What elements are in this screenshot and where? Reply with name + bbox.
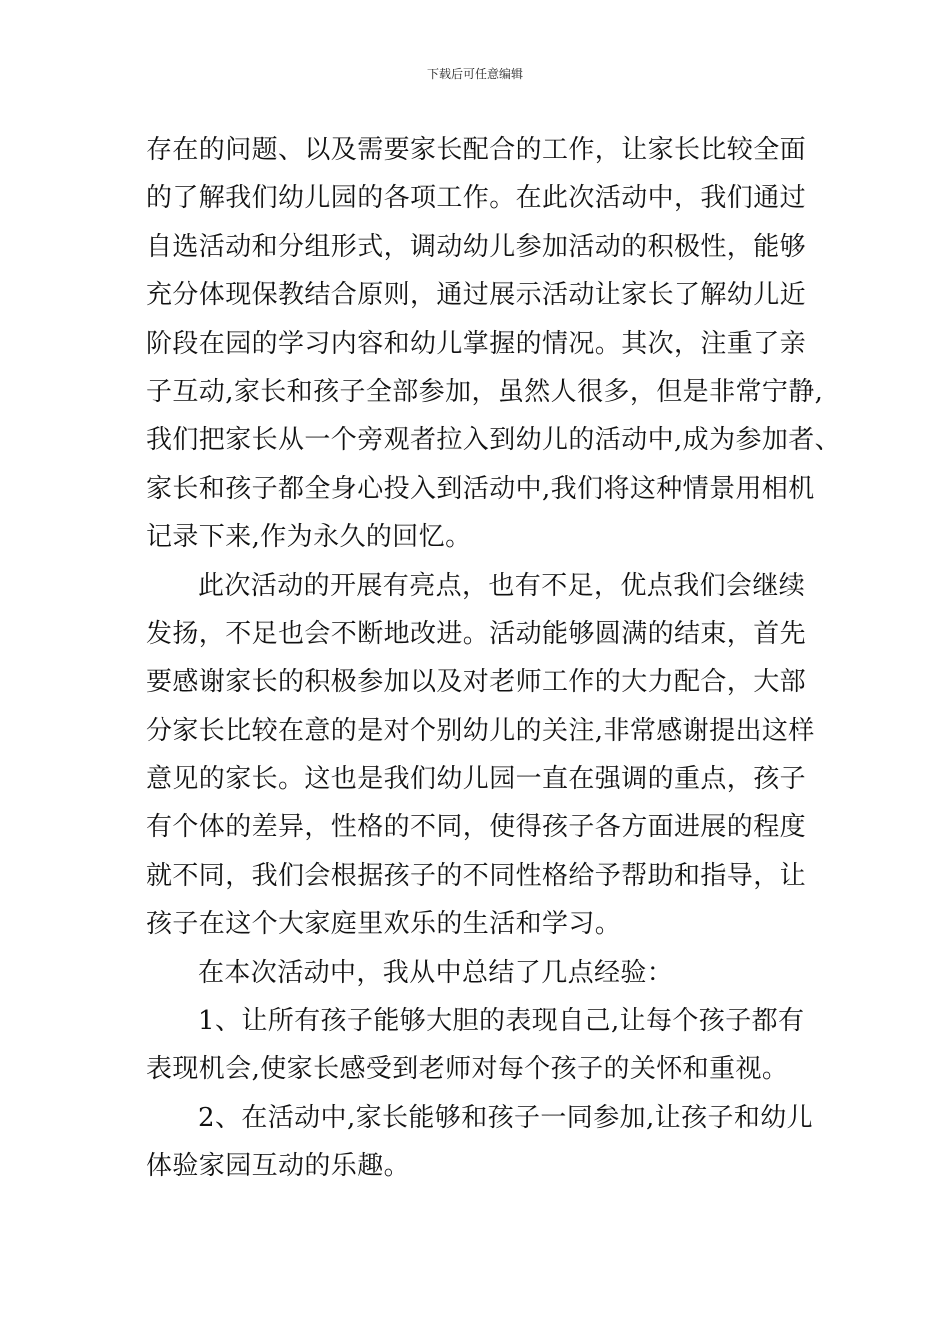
- text-line: 表现机会,使家长感受到老师对每个孩子的关怀和重视。: [146, 1054, 789, 1085]
- text-line: 要感谢家长的积极参加以及对老师工作的大力配合，大部: [146, 667, 807, 698]
- text-line: 我们把家长从一个旁观者拉入到幼儿的活动中,成为参加者、: [146, 425, 842, 456]
- text-line: 就不同，我们会根据孩子的不同性格给予帮助和指导，让: [146, 860, 807, 891]
- text-line: 自选活动和分组形式，调动幼儿参加活动的积极性，能够: [146, 231, 807, 262]
- text-line: 发扬，不足也会不断地改进。活动能够圆满的结束，首先: [146, 618, 807, 649]
- text-line: 2、在活动中,家长能够和孩子一同参加,让孩子和幼儿: [198, 1102, 814, 1133]
- paragraph-5: [146, 1094, 816, 1191]
- text-line: 记录下来,作为永久的回忆。: [146, 522, 472, 553]
- text-line: 体验家园互动的乐趣。: [146, 1151, 411, 1182]
- text-line: 孩子在这个大家庭里欢乐的生活和学习。: [146, 909, 622, 940]
- text-line: 充分体现保教结合原则，通过展示活动让家长了解幼儿近: [146, 280, 807, 311]
- paragraph-3: [146, 949, 816, 997]
- text-line: 在本次活动中，我从中总结了几点经验：: [198, 957, 674, 988]
- document-body: [146, 126, 842, 1191]
- text-line: 存在的问题、以及需要家长配合的工作，让家长比较全面: [146, 135, 807, 165]
- text-line: 的了解我们幼儿园的各项工作。在此次活动中，我们通过: [146, 183, 807, 214]
- paragraph-4: [146, 997, 816, 1094]
- text-line: 分家长比较在意的是对个别幼儿的关注,非常感谢提出这样: [146, 715, 815, 746]
- paragraph-2: [146, 562, 816, 949]
- text-line: 有个体的差异，性格的不同，使得孩子各方面进展的程度: [146, 812, 807, 843]
- paragraph-1: [146, 126, 842, 562]
- text-line: 家长和孩子都全身心投入到活动中,我们将这种情景用相机: [146, 473, 815, 504]
- text-line: 意见的家长。这也是我们幼儿园一直在强调的重点，孩子: [146, 764, 807, 795]
- page-header: 下载后可任意编辑: [426, 67, 523, 81]
- text-line: 1、让所有孩子能够大胆的表现自己,让每个孩子都有: [198, 1006, 805, 1037]
- text-line: 子互动,家长和孩子全部参加，虽然人很多，但是非常宁静,: [146, 376, 824, 407]
- text-line: 阶段在园的学习内容和幼儿掌握的情况。其次，注重了亲: [146, 328, 807, 359]
- text-line: 此次活动的开展有亮点，也有不足，优点我们会继续: [198, 570, 806, 601]
